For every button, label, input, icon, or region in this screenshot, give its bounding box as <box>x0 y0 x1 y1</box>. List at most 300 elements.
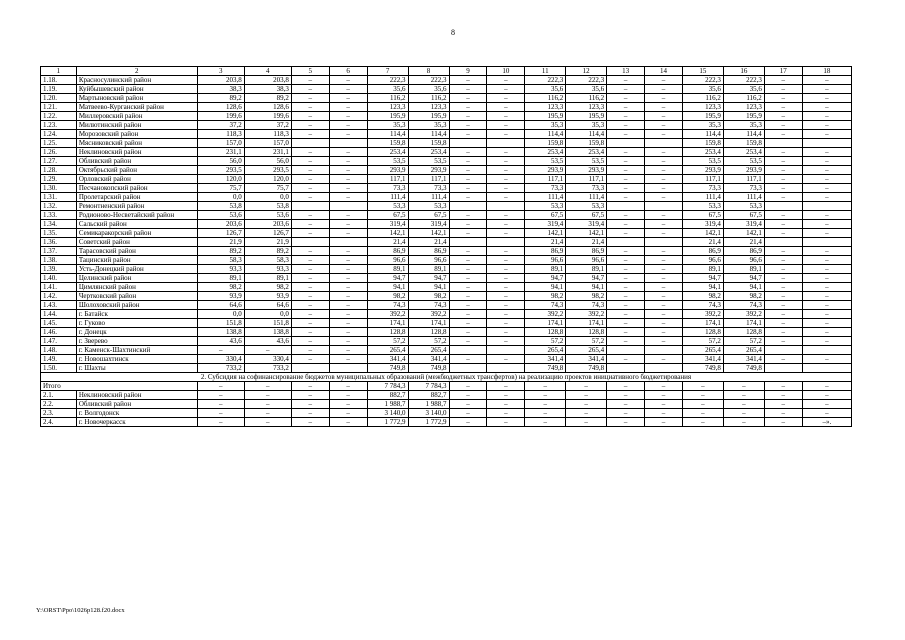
row-number: 1.38. <box>41 256 77 265</box>
value-cell: 203,8 <box>244 76 291 85</box>
row-name: Ремонтненский район <box>76 202 197 211</box>
value-cell: – <box>291 157 329 166</box>
row-number: 1.20. <box>41 94 77 103</box>
value-cell <box>329 202 367 211</box>
value-cell: 38,3 <box>244 85 291 94</box>
value-cell: – <box>449 112 487 121</box>
value-cell <box>645 364 683 373</box>
value-cell: 94,7 <box>566 274 607 283</box>
row-number: 1.24. <box>41 130 77 139</box>
row-number: 1.48. <box>41 346 77 355</box>
value-cell: – <box>329 193 367 202</box>
value-cell: – <box>802 175 851 184</box>
value-cell: – <box>291 301 329 310</box>
table-row <box>41 346 852 355</box>
value-cell: – <box>764 166 802 175</box>
value-cell: 0,0 <box>244 310 291 319</box>
row-name: Шолоховский район <box>76 301 197 310</box>
value-cell: – <box>329 418 367 427</box>
value-cell: – <box>645 166 683 175</box>
row-number: 1.41. <box>41 283 77 292</box>
value-cell: 111,4 <box>408 193 449 202</box>
value-cell: 118,3 <box>244 130 291 139</box>
table-row <box>41 85 852 94</box>
value-cell: – <box>802 121 851 130</box>
table-row <box>41 121 852 130</box>
value-cell: – <box>291 112 329 121</box>
value-cell: 253,4 <box>566 148 607 157</box>
value-cell: – <box>764 418 802 427</box>
value-cell: – <box>607 256 645 265</box>
row-number: 1.19. <box>41 85 77 94</box>
value-cell: 265,4 <box>682 346 723 355</box>
value-cell: 126,7 <box>244 229 291 238</box>
value-cell: – <box>291 94 329 103</box>
value-cell: – <box>802 166 851 175</box>
row-number: 1.36. <box>41 238 77 247</box>
value-cell: 116,2 <box>525 94 566 103</box>
value-cell: 128,8 <box>566 328 607 337</box>
value-cell: 73,3 <box>408 184 449 193</box>
value-cell: 53,6 <box>244 211 291 220</box>
value-cell <box>449 139 487 148</box>
value-cell: 89,1 <box>367 265 408 274</box>
value-cell: 67,5 <box>408 211 449 220</box>
row-name: Октябрьский район <box>76 166 197 175</box>
value-cell: 96,6 <box>367 256 408 265</box>
value-cell: – <box>329 229 367 238</box>
value-cell: 138,8 <box>244 328 291 337</box>
value-cell: – <box>607 292 645 301</box>
row-name: г. Каменск-Шахтинский <box>76 346 197 355</box>
value-cell: 749,8 <box>367 364 408 373</box>
value-cell: 222,3 <box>682 76 723 85</box>
value-cell: – <box>802 85 851 94</box>
value-cell: – <box>449 193 487 202</box>
row-name: Морозовский район <box>76 130 197 139</box>
value-cell: – <box>764 220 802 229</box>
value-cell: 341,4 <box>682 355 723 364</box>
value-cell: – <box>645 148 683 157</box>
value-cell: – <box>607 121 645 130</box>
value-cell: 341,4 <box>566 355 607 364</box>
value-cell: – <box>487 166 525 175</box>
value-cell: – <box>329 184 367 193</box>
value-cell: 7 784,3 <box>367 382 408 391</box>
value-cell: 37,2 <box>244 121 291 130</box>
value-cell: – <box>764 310 802 319</box>
value-cell: 159,8 <box>566 139 607 148</box>
value-cell: 174,1 <box>367 319 408 328</box>
value-cell: 35,6 <box>723 85 764 94</box>
value-cell: – <box>329 94 367 103</box>
value-cell: – <box>607 355 645 364</box>
value-cell: 75,7 <box>197 184 244 193</box>
value-cell: – <box>329 76 367 85</box>
value-cell: – <box>764 256 802 265</box>
value-cell: – <box>291 409 329 418</box>
value-cell <box>607 202 645 211</box>
value-cell: 74,3 <box>408 301 449 310</box>
value-cell: 43,6 <box>244 337 291 346</box>
value-cell: – <box>607 328 645 337</box>
value-cell: – <box>607 391 645 400</box>
row-name: Целинский район <box>76 274 197 283</box>
value-cell: – <box>449 292 487 301</box>
column-header: 17 <box>764 67 802 76</box>
value-cell: – <box>291 283 329 292</box>
value-cell: – <box>645 76 683 85</box>
value-cell: 7 784,3 <box>408 382 449 391</box>
value-cell: 53,5 <box>525 157 566 166</box>
value-cell: 53,8 <box>197 202 244 211</box>
column-header: 9 <box>449 67 487 76</box>
row-name: Цимлянский район <box>76 283 197 292</box>
table-row <box>41 229 852 238</box>
value-cell: 392,2 <box>682 310 723 319</box>
value-cell: – <box>244 346 291 355</box>
value-cell <box>607 139 645 148</box>
value-cell: – <box>449 94 487 103</box>
value-cell: – <box>645 256 683 265</box>
value-cell: – <box>449 391 487 400</box>
value-cell: – <box>329 310 367 319</box>
value-cell: – <box>449 220 487 229</box>
value-cell: – <box>607 418 645 427</box>
value-cell: 117,1 <box>408 175 449 184</box>
value-cell: – <box>802 337 851 346</box>
value-cell: 1 988,7 <box>367 400 408 409</box>
value-cell <box>487 364 525 373</box>
value-cell: 749,8 <box>525 364 566 373</box>
value-cell: 882,7 <box>367 391 408 400</box>
value-cell: –». <box>802 418 851 427</box>
value-cell: – <box>525 391 566 400</box>
row-name: Пролетарский район <box>76 193 197 202</box>
value-cell: 123,3 <box>525 103 566 112</box>
value-cell: 117,1 <box>525 175 566 184</box>
value-cell: 118,3 <box>197 130 244 139</box>
value-cell: 330,4 <box>244 355 291 364</box>
value-cell: – <box>723 409 764 418</box>
value-cell: 57,2 <box>723 337 764 346</box>
value-cell: – <box>802 310 851 319</box>
value-cell: – <box>764 283 802 292</box>
value-cell: – <box>764 292 802 301</box>
value-cell: – <box>723 418 764 427</box>
value-cell: – <box>645 157 683 166</box>
table-row <box>41 175 852 184</box>
value-cell: – <box>291 346 329 355</box>
column-header: 14 <box>645 67 683 76</box>
value-cell: 94,1 <box>723 283 764 292</box>
value-cell: 53,3 <box>566 202 607 211</box>
value-cell: 21,4 <box>682 238 723 247</box>
value-cell: 89,1 <box>723 265 764 274</box>
value-cell: – <box>291 76 329 85</box>
value-cell: 117,1 <box>566 175 607 184</box>
value-cell: 142,1 <box>367 229 408 238</box>
row-number: 1.39. <box>41 265 77 274</box>
value-cell: – <box>645 292 683 301</box>
column-header: 12 <box>566 67 607 76</box>
value-cell: 138,8 <box>197 328 244 337</box>
value-cell: – <box>291 247 329 256</box>
value-cell: 123,3 <box>682 103 723 112</box>
value-cell: 142,1 <box>682 229 723 238</box>
row-number: 2.4. <box>41 418 77 427</box>
value-cell: 57,2 <box>525 337 566 346</box>
row-number: 1.18. <box>41 76 77 85</box>
value-cell: 265,4 <box>566 346 607 355</box>
value-cell: – <box>607 382 645 391</box>
value-cell: – <box>607 112 645 121</box>
row-number: 2.2. <box>41 400 77 409</box>
value-cell: – <box>607 220 645 229</box>
value-cell: – <box>487 256 525 265</box>
column-header: 5 <box>291 67 329 76</box>
value-cell: 174,1 <box>682 319 723 328</box>
value-cell: – <box>449 301 487 310</box>
value-cell: – <box>487 328 525 337</box>
value-cell: – <box>802 391 851 400</box>
value-cell: – <box>645 265 683 274</box>
value-cell: 116,2 <box>723 94 764 103</box>
page-number: 8 <box>451 28 455 37</box>
value-cell: – <box>291 256 329 265</box>
value-cell: – <box>449 337 487 346</box>
value-cell: – <box>487 175 525 184</box>
row-number: 1.35. <box>41 229 77 238</box>
value-cell: 64,6 <box>197 301 244 310</box>
row-name: Мартыновский район <box>76 94 197 103</box>
value-cell: – <box>244 400 291 409</box>
value-cell: 98,2 <box>408 292 449 301</box>
value-cell <box>329 238 367 247</box>
value-cell: 392,2 <box>408 310 449 319</box>
value-cell: 67,5 <box>723 211 764 220</box>
column-header: 11 <box>525 67 566 76</box>
value-cell: 203,6 <box>244 220 291 229</box>
table-row <box>41 76 852 85</box>
value-cell <box>645 139 683 148</box>
value-cell: 3 140,0 <box>367 409 408 418</box>
value-cell: 89,2 <box>244 94 291 103</box>
value-cell: – <box>329 346 367 355</box>
value-cell: – <box>291 391 329 400</box>
value-cell: – <box>487 121 525 130</box>
value-cell: 98,2 <box>566 292 607 301</box>
value-cell: – <box>645 418 683 427</box>
row-number: 1.25. <box>41 139 77 148</box>
value-cell: 53,3 <box>723 202 764 211</box>
value-cell <box>607 346 645 355</box>
column-header: 18 <box>802 67 851 76</box>
value-cell: – <box>764 211 802 220</box>
row-name: г. Донецк <box>76 328 197 337</box>
value-cell: 21,4 <box>408 238 449 247</box>
value-cell: – <box>764 94 802 103</box>
row-name: г. Новошахтинск <box>76 355 197 364</box>
table-row <box>41 283 852 292</box>
value-cell: 114,4 <box>367 130 408 139</box>
value-cell: – <box>329 265 367 274</box>
value-cell: 392,2 <box>525 310 566 319</box>
value-cell: – <box>329 391 367 400</box>
value-cell: – <box>329 301 367 310</box>
value-cell: – <box>802 265 851 274</box>
table-row <box>41 157 852 166</box>
value-cell: 35,3 <box>367 121 408 130</box>
value-cell: – <box>291 229 329 238</box>
value-cell: – <box>291 103 329 112</box>
value-cell: – <box>645 103 683 112</box>
value-cell: 56,0 <box>197 157 244 166</box>
table-row <box>41 220 852 229</box>
value-cell: – <box>645 328 683 337</box>
value-cell: – <box>764 409 802 418</box>
value-cell: – <box>764 391 802 400</box>
value-cell: – <box>329 220 367 229</box>
row-number: 1.43. <box>41 301 77 310</box>
value-cell: 21,4 <box>723 238 764 247</box>
value-cell: 53,3 <box>525 202 566 211</box>
value-cell: 114,4 <box>408 130 449 139</box>
value-cell: – <box>329 328 367 337</box>
value-cell: – <box>197 400 244 409</box>
value-cell: – <box>607 103 645 112</box>
value-cell: – <box>197 409 244 418</box>
value-cell: 94,1 <box>682 283 723 292</box>
value-cell: 174,1 <box>566 319 607 328</box>
value-cell: – <box>244 382 291 391</box>
value-cell: – <box>764 328 802 337</box>
table-row <box>41 148 852 157</box>
value-cell: – <box>449 229 487 238</box>
table-row <box>41 202 852 211</box>
value-cell <box>764 202 802 211</box>
value-cell: – <box>291 184 329 193</box>
table-row <box>41 364 852 373</box>
value-cell: – <box>607 274 645 283</box>
value-cell: – <box>607 337 645 346</box>
value-cell: – <box>802 256 851 265</box>
value-cell: – <box>487 400 525 409</box>
value-cell: – <box>487 319 525 328</box>
value-cell: 195,9 <box>682 112 723 121</box>
value-cell: – <box>645 184 683 193</box>
value-cell: – <box>487 382 525 391</box>
value-cell: – <box>645 409 683 418</box>
value-cell <box>802 139 851 148</box>
row-number: 1.46. <box>41 328 77 337</box>
value-cell: 157,0 <box>197 139 244 148</box>
value-cell: – <box>764 157 802 166</box>
value-cell: – <box>487 193 525 202</box>
value-cell: 114,4 <box>525 130 566 139</box>
value-cell: – <box>764 85 802 94</box>
value-cell: – <box>802 400 851 409</box>
value-cell: – <box>723 391 764 400</box>
value-cell: – <box>802 76 851 85</box>
value-cell: 73,3 <box>723 184 764 193</box>
value-cell: – <box>487 355 525 364</box>
value-cell: – <box>607 319 645 328</box>
row-number: 1.31. <box>41 193 77 202</box>
value-cell: – <box>449 166 487 175</box>
value-cell: 86,9 <box>682 247 723 256</box>
value-cell: 67,5 <box>566 211 607 220</box>
value-cell: 749,8 <box>723 364 764 373</box>
value-cell: 1 772,9 <box>367 418 408 427</box>
value-cell: 253,4 <box>525 148 566 157</box>
row-number: 1.44. <box>41 310 77 319</box>
value-cell: 392,2 <box>367 310 408 319</box>
table-row <box>41 301 852 310</box>
value-cell: – <box>645 301 683 310</box>
value-cell: – <box>329 247 367 256</box>
value-cell: – <box>764 355 802 364</box>
value-cell: – <box>645 283 683 292</box>
value-cell: 253,4 <box>367 148 408 157</box>
value-cell: 293,5 <box>197 166 244 175</box>
value-cell: – <box>764 274 802 283</box>
row-name: г. Шахты <box>76 364 197 373</box>
value-cell: – <box>607 301 645 310</box>
value-cell: 53,3 <box>367 202 408 211</box>
value-cell: – <box>291 175 329 184</box>
value-cell: 319,4 <box>525 220 566 229</box>
value-cell <box>802 238 851 247</box>
value-cell: – <box>764 229 802 238</box>
row-name: Мясниковский район <box>76 139 197 148</box>
table-row <box>41 238 852 247</box>
row-number: 1.29. <box>41 175 77 184</box>
value-cell: 89,1 <box>682 265 723 274</box>
value-cell: – <box>291 337 329 346</box>
value-cell: 0,0 <box>197 310 244 319</box>
value-cell: 94,1 <box>367 283 408 292</box>
value-cell: 222,3 <box>723 76 764 85</box>
value-cell: – <box>487 103 525 112</box>
value-cell: 111,4 <box>525 193 566 202</box>
value-cell: – <box>291 292 329 301</box>
value-cell: – <box>449 283 487 292</box>
value-cell: 73,3 <box>367 184 408 193</box>
row-name: Обливский район <box>76 400 197 409</box>
value-cell: – <box>802 292 851 301</box>
value-cell: – <box>645 400 683 409</box>
value-cell: – <box>802 94 851 103</box>
value-cell: – <box>645 319 683 328</box>
value-cell: – <box>607 400 645 409</box>
value-cell: 341,4 <box>525 355 566 364</box>
value-cell <box>449 364 487 373</box>
value-cell: 128,6 <box>197 103 244 112</box>
value-cell: – <box>197 418 244 427</box>
value-cell: 53,5 <box>367 157 408 166</box>
value-cell: – <box>764 301 802 310</box>
value-cell: – <box>645 247 683 256</box>
value-cell: 392,2 <box>723 310 764 319</box>
value-cell: 35,3 <box>525 121 566 130</box>
table-row <box>41 319 852 328</box>
value-cell: – <box>244 409 291 418</box>
value-cell: 73,3 <box>525 184 566 193</box>
row-name: Обливский район <box>76 157 197 166</box>
value-cell: – <box>645 274 683 283</box>
value-cell: – <box>645 112 683 121</box>
